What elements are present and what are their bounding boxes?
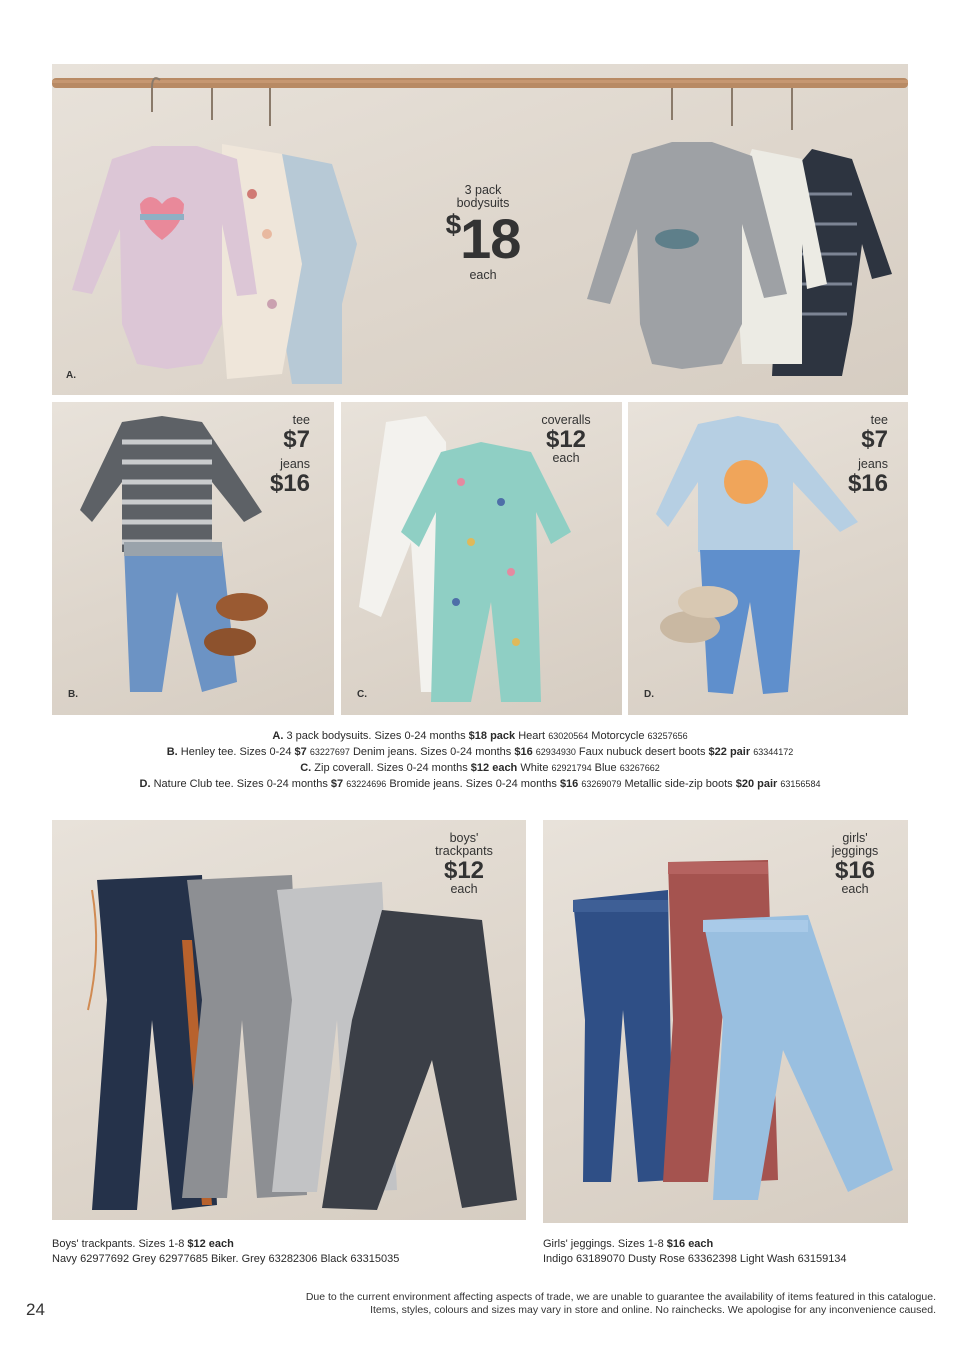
girls-caption	[543, 1237, 847, 1267]
panel-a-price-number: 18	[460, 207, 521, 271]
girls-caption-line2: Indigo 63189070 Dusty Rose 63362398 Light Wash 63159134	[543, 1253, 847, 1265]
caption-b-letter: B.	[166, 746, 178, 758]
caption-d-price3: $20 pair	[735, 778, 778, 790]
caption-c-text2: White	[520, 762, 549, 774]
panel-d-jeans-price: $16	[847, 470, 888, 498]
panel-b-jeans-price: $16	[269, 470, 310, 498]
boys-caption	[52, 1237, 399, 1267]
caption-d-text2: Bromide jeans. Sizes 0-24 months	[389, 778, 557, 790]
caption-c-price: $12 each	[470, 762, 518, 774]
panel-b-price-tags	[250, 414, 310, 497]
panel-a-bodysuits	[52, 64, 908, 395]
caption-c-code2: 63267662	[619, 763, 660, 773]
panel-c-suffix: each	[552, 451, 580, 466]
boys-price: $12	[443, 857, 485, 885]
panel-c-letter: C.	[357, 689, 367, 700]
boys-caption-price: $12 each	[187, 1238, 234, 1250]
panel-c-price-tag	[526, 414, 606, 465]
panel-girls-jeggings	[543, 820, 908, 1223]
caption-a-price: $18 pack	[468, 730, 516, 742]
caption-d-code1: 63224696	[346, 779, 387, 789]
caption-b-code2: 62934930	[535, 747, 576, 757]
panel-a-price-suffix: each	[469, 268, 497, 283]
panel-b-tee-label: tee	[292, 413, 310, 427]
caption-a-text1: 3 pack bodysuits. Sizes 0-24 months	[286, 730, 466, 742]
boys-caption-text: Boys' trackpants. Sizes 1-8	[52, 1238, 185, 1250]
caption-b-text3: Faux nubuck desert boots	[578, 746, 706, 758]
panel-boys-trackpants	[52, 820, 526, 1220]
girls-price-tag	[810, 832, 900, 897]
caption-c-code1: 62921794	[551, 763, 592, 773]
disclaimer-line2: Items, styles, colours and sizes may vary in store and online. No rainchecks. We apologise for any inconvenience caused.	[370, 1304, 936, 1316]
disclaimer	[116, 1291, 936, 1317]
disclaimer-line1: Due to the current environment affecting aspects of trade, we are unable to guarantee the availability of items featured in this catalogue.	[305, 1291, 936, 1303]
caption-b-text1: Henley tee. Sizes 0-24	[180, 746, 292, 758]
panel-b-tee-price: $7	[283, 426, 310, 454]
caption-a-code2: 63257656	[647, 731, 688, 741]
girls-label2: jeggings	[831, 844, 879, 859]
panel-d-jeans-label: jeans	[858, 457, 888, 472]
panel-a-price-amount	[428, 207, 538, 271]
caption-b-text2: Denim jeans. Sizes 0-24 months	[352, 746, 512, 758]
caption-b-code1: 63227697	[309, 747, 350, 757]
caption-c-text1: Zip coverall. Sizes 0-24 months	[314, 762, 468, 774]
panel-c-label: coveralls	[541, 413, 591, 427]
caption-c	[0, 760, 960, 776]
boys-label1: boys'	[449, 831, 479, 845]
panel-d-letter: D.	[644, 689, 654, 700]
panel-a-letter: A.	[66, 370, 76, 381]
boys-price-tag	[414, 832, 514, 897]
caption-b-code3: 63344172	[753, 747, 794, 757]
panel-a-price-tag	[428, 184, 538, 282]
boys-suffix: each	[450, 882, 478, 897]
girls-caption-price: $16 each	[666, 1238, 714, 1250]
girls-suffix: each	[841, 882, 869, 897]
panel-d-price-tags	[828, 414, 888, 497]
boys-caption-line1	[52, 1237, 399, 1252]
page-number: 24	[26, 1300, 45, 1319]
caption-d-code3: 63156584	[780, 779, 821, 789]
caption-d-text1: Nature Club tee. Sizes 0-24 months	[153, 778, 328, 790]
caption-d-code2: 63269079	[581, 779, 622, 789]
caption-b	[0, 744, 960, 760]
panel-c-price: $12	[545, 426, 587, 454]
caption-d	[0, 776, 960, 792]
caption-c-text3: Blue	[594, 762, 617, 774]
panel-a-price-currency: $	[445, 209, 461, 241]
panel-b-letter: B.	[68, 689, 78, 700]
caption-c-letter: C.	[300, 762, 312, 774]
panel-b-henley-jeans	[52, 402, 334, 715]
boys-label2: trackpants	[435, 844, 493, 859]
girls-price: $16	[834, 857, 876, 885]
caption-a-text3: Motorcycle	[591, 730, 645, 742]
caption-a-letter: A.	[272, 730, 284, 742]
caption-d-price1: $7	[330, 778, 344, 790]
caption-a	[0, 728, 960, 744]
caption-d-letter: D.	[139, 778, 151, 790]
girls-caption-text: Girls' jeggings. Sizes 1-8	[543, 1238, 664, 1250]
caption-a-code1: 63020564	[548, 731, 589, 741]
caption-d-price2: $16	[559, 778, 579, 790]
panel-d-tee-price: $7	[861, 426, 888, 454]
caption-d-text3: Metallic side-zip boots	[624, 778, 733, 790]
caption-b-price1: $7	[294, 746, 307, 758]
girls-label1: girls'	[842, 831, 868, 845]
panel-d-nature-club	[628, 402, 908, 715]
caption-a-text2: Heart	[518, 730, 546, 742]
panel-c-coveralls	[341, 402, 622, 715]
girls-caption-line1	[543, 1237, 847, 1252]
panel-b-jeans-label: jeans	[280, 457, 310, 472]
boys-caption-line2: Navy 62977692 Grey 62977685 Biker. Grey 63282306 Black 63315035	[52, 1253, 400, 1265]
caption-b-price2: $16	[514, 746, 533, 758]
panel-a-price-label: 3 pack bodysuits	[456, 183, 510, 211]
panel-d-tee-label: tee	[870, 413, 888, 427]
caption-b-price3: $22 pair	[708, 746, 751, 758]
